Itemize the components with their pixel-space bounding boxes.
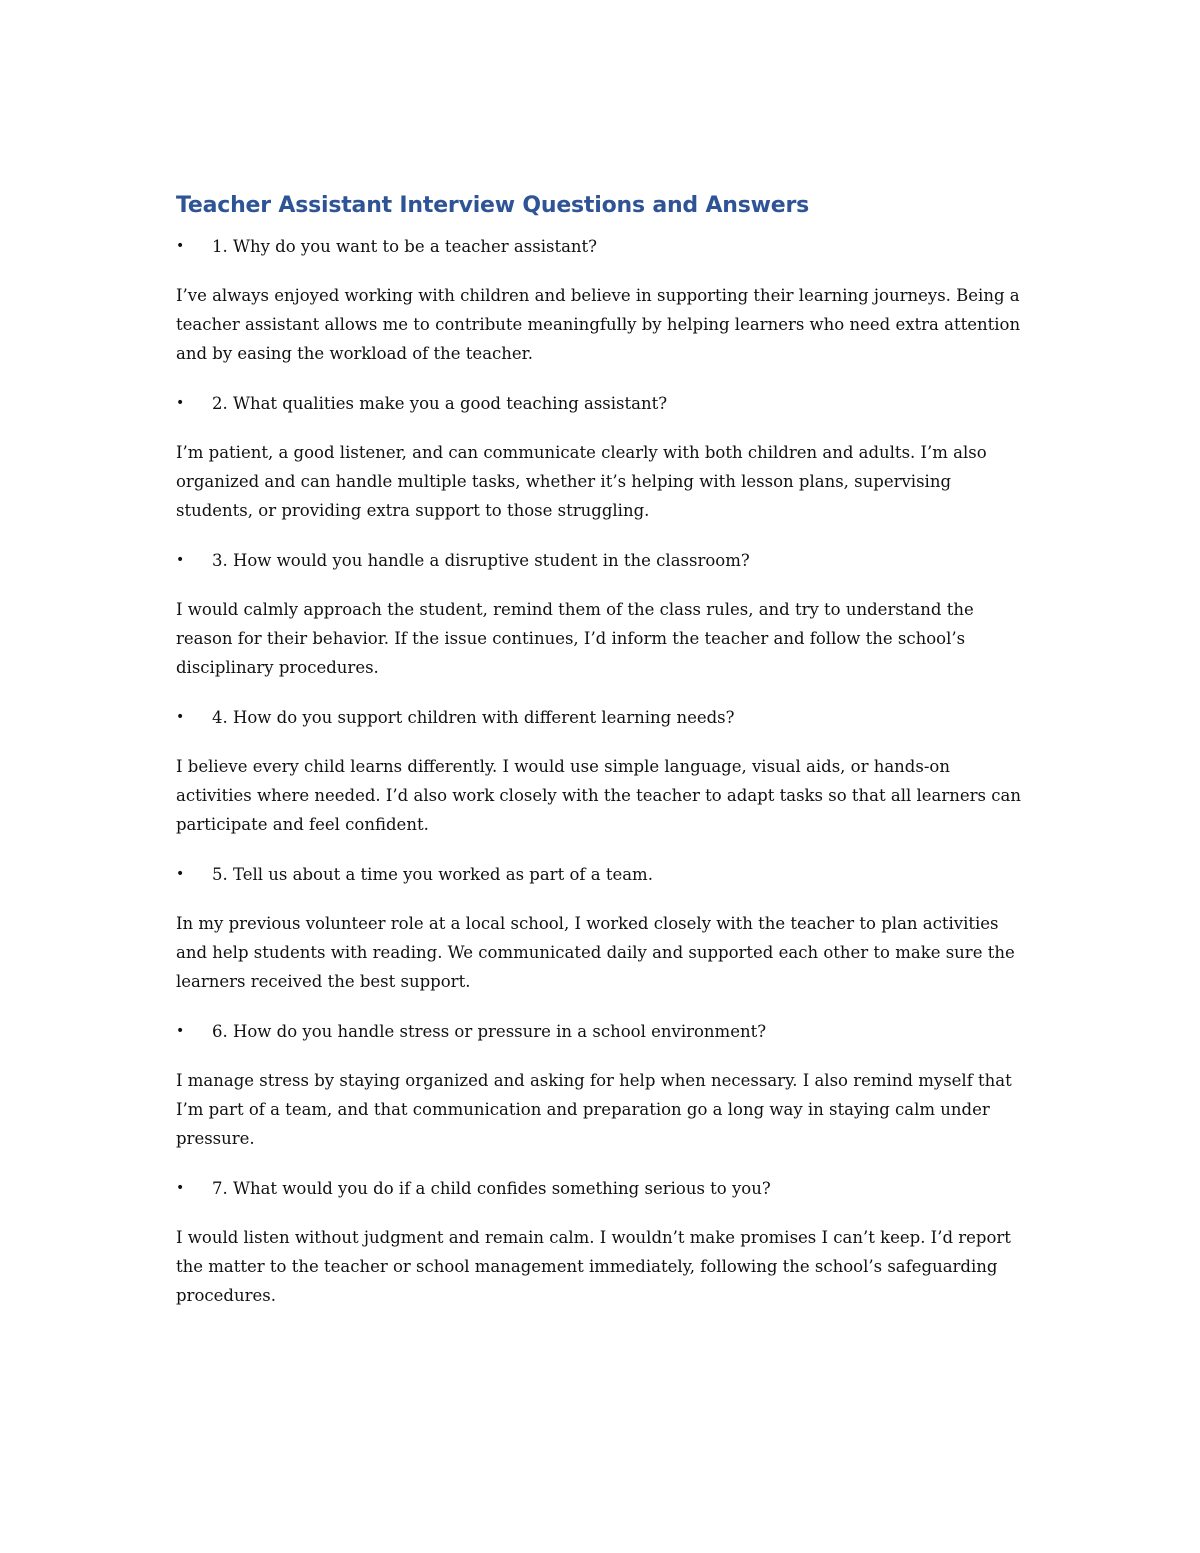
answer-6: I manage stress by staying organized and asking for help when necessary. I also remind myself that I’m part of a team, and that communication and preparation go a long way in staying calm under pressure. [176,1071,1012,1148]
bullet-icon: • [176,866,185,882]
question-6 [176,1017,1036,1046]
bullet-icon: • [176,395,185,411]
document-title: Teacher Assistant Interview Questions and Answers [176,193,810,218]
question-text: 5. Tell us about a time you worked as part of a team. [212,865,653,884]
answer-4: I believe every child learns differently. I would use simple language, visual aids, or hands-on activities where needed. I’d also work closely with the teacher to adapt tasks so that all learners can participate and feel confident. [176,757,1021,834]
question-text: 6. How do you handle stress or pressure in a school environment? [212,1022,767,1041]
question-2 [176,389,1036,418]
question-7 [176,1174,1036,1203]
answer-2: I’m patient, a good listener, and can communicate clearly with both children and adults. I’m also organized and can handle multiple tasks, whether it’s helping with lesson plans, supervising students, or providing extra support to those struggling. [176,443,987,520]
bullet-icon: • [176,1023,185,1039]
answer-3: I would calmly approach the student, remind them of the class rules, and try to understand the reason for their behavior. If the issue continues, I’d inform the teacher and follow the school’s disciplinary procedures. [176,600,974,677]
question-4 [176,703,1036,732]
question-3 [176,546,1036,575]
answer-7: I would listen without judgment and remain calm. I wouldn’t make promises I can’t keep. I’d report the matter to the teacher or school management immediately, following the school’s safeguarding procedures. [176,1228,1011,1305]
question-text: 7. What would you do if a child confides something serious to you? [212,1179,771,1198]
question-text: 1. Why do you want to be a teacher assistant? [212,237,598,256]
qa-item-5 [176,860,1036,996]
qa-item-3 [176,546,1036,682]
qa-item-2 [176,389,1036,525]
question-5 [176,860,1036,889]
answer-5: In my previous volunteer role at a local school, I worked closely with the teacher to plan activities and help students with reading. We communicated daily and supported each other to make sure the learners received the best support. [176,914,1015,991]
qa-item-4 [176,703,1036,839]
bullet-icon: • [176,238,185,254]
question-text: 4. How do you support children with different learning needs? [212,708,735,727]
answer-1: I’ve always enjoyed working with children and believe in supporting their learning journeys. Being a teacher assistant allows me to contribute meaningfully by helping learners who need extra attention and by easing the workload of the teacher. [176,286,1021,363]
question-text: 3. How would you handle a disruptive student in the classroom? [212,551,750,570]
bullet-icon: • [176,709,185,725]
bullet-icon: • [176,552,185,568]
qa-item-7 [176,1174,1036,1310]
document-body [176,190,1036,1331]
question-1 [176,232,1036,261]
question-text: 2. What qualities make you a good teaching assistant? [212,394,668,413]
qa-item-1 [176,232,1036,368]
qa-item-6 [176,1017,1036,1153]
bullet-icon: • [176,1180,185,1196]
